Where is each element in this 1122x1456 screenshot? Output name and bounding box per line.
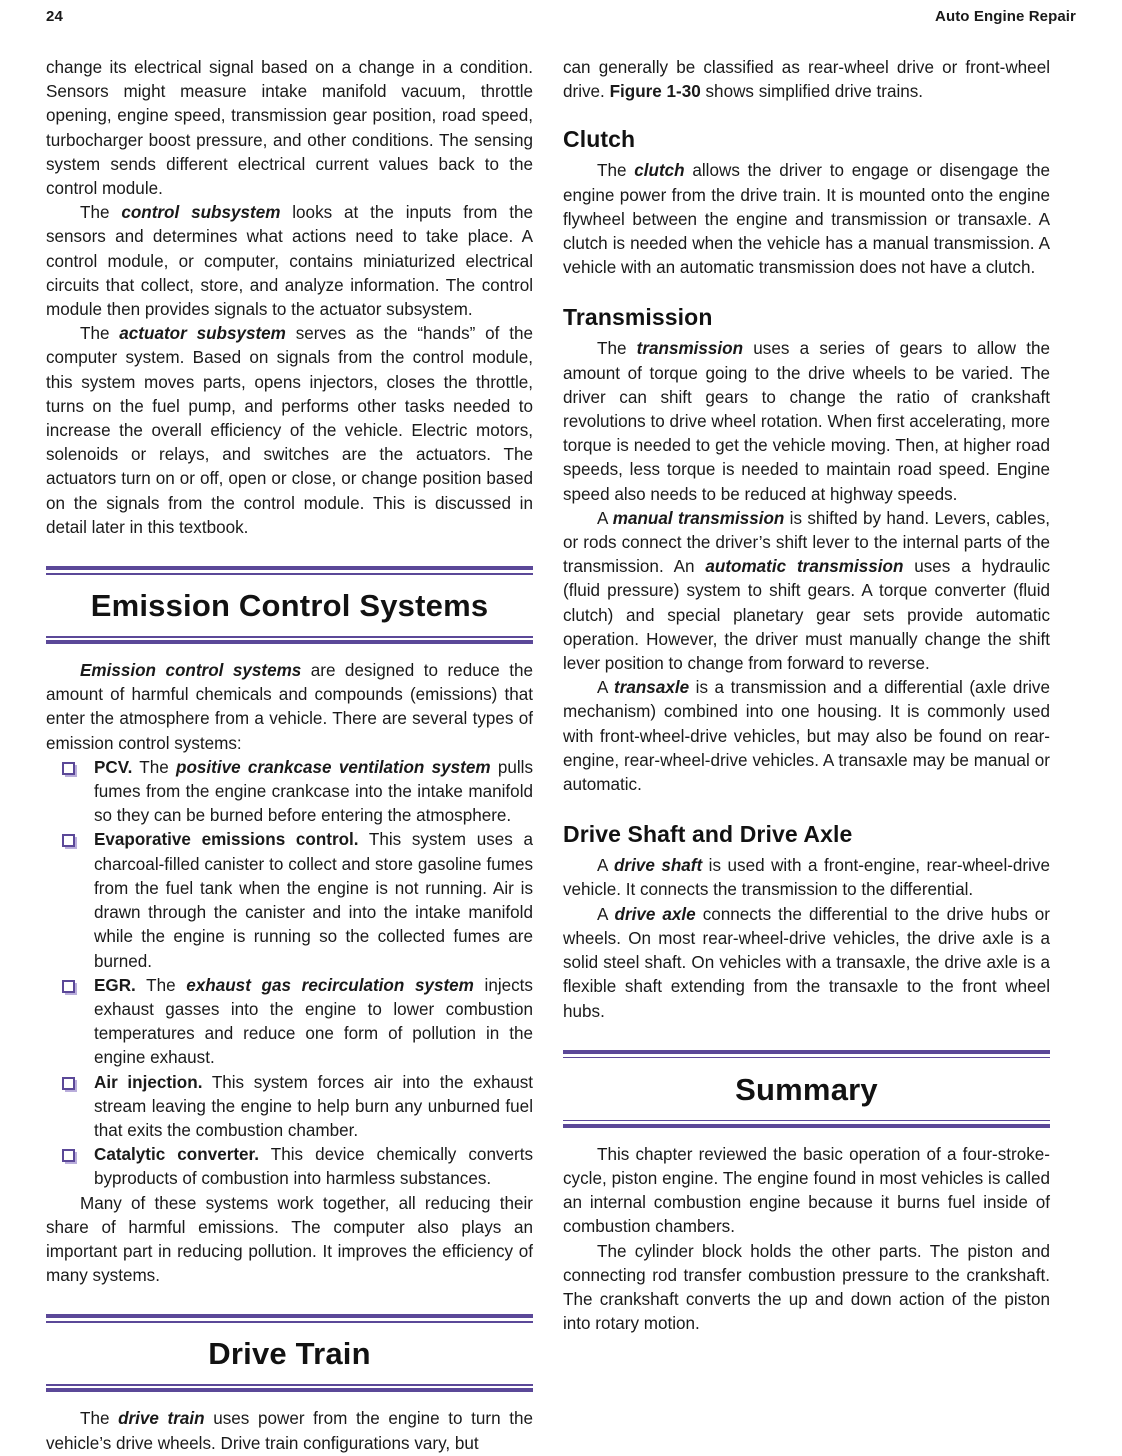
paragraph-manual-transmission [563, 507, 1050, 676]
paragraph-drive-train-continued [563, 56, 1050, 104]
heading-text: Drive Train [208, 1336, 371, 1372]
subheading-clutch: Clutch [563, 126, 636, 153]
paragraph-transaxle [563, 676, 1050, 797]
paragraph-drive-axle [563, 903, 1050, 1024]
paragraph-summary-2: The cylinder block holds the other parts. The piston and connecting rod transfer combustion pressure to the crankshaft. The crankshaft converts the up and down action of the piston into rotary motion. [563, 1241, 1050, 1334]
para-lead: A [597, 904, 615, 924]
bullet-term: positive crankcase ventilation system [176, 757, 491, 777]
para-mid: is shifted by hand. Levers, cables, or rods connect the driver’s shift lever to the internal parts of the transmission. An [563, 508, 1050, 577]
bullet-label: Catalytic converter. [94, 1145, 260, 1165]
paragraph-transmission [563, 337, 1050, 506]
bullet-label: Air injection. [94, 1072, 203, 1092]
checkbox-square-icon [62, 1077, 75, 1090]
heading-text: Emission Control Systems [90, 588, 489, 624]
checkbox-square-icon [62, 834, 75, 847]
heading-text: Summary [735, 1071, 878, 1107]
para-rest: is a transmission and a differential (axle drive mechanism) combined into one housing. It is commonly used with front-wheel-drive vehicles, but may also be found on rear-engine, rear-wheel-drive vehicles. A transaxle may be manual or automatic. [563, 678, 1050, 795]
term-clutch: clutch [634, 161, 685, 181]
bullet-rest: pulls fumes from the engine crankcase into the intake manifold so they can be burned before entering the atmosphere. [94, 757, 533, 826]
term-automatic-transmission: automatic transmission [705, 557, 904, 577]
bullet-label: EGR. [94, 975, 136, 995]
section-heading-summary [563, 1050, 1050, 1129]
heading-rule-top [46, 566, 533, 576]
bullet-label: PCV. [94, 757, 133, 777]
subheading-drive-shaft-and-drive-axle: Drive Shaft and Drive Axle [563, 821, 853, 848]
paragraph-actuator-subsystem [46, 322, 533, 540]
checkbox-square-icon [62, 980, 75, 993]
section-heading-drive-train [46, 1314, 533, 1393]
heading-rule-bottom [563, 1119, 1050, 1129]
para-rest: are designed to reduce the amount of harmful chemicals and compounds (emissions) that enter the atmosphere from a vehicle. There are several types of emission control systems: [46, 661, 533, 753]
term-control-subsystem: control subsystem [121, 203, 281, 223]
book-title: Auto Engine Repair [935, 8, 1076, 25]
checkbox-square-icon [62, 1149, 75, 1162]
term-actuator-subsystem: actuator subsystem [119, 324, 286, 344]
list-item [46, 828, 533, 973]
term-transaxle: transaxle [614, 678, 690, 698]
running-head [46, 8, 1076, 25]
para-lead: The [80, 203, 122, 223]
para-lead: The [80, 324, 120, 344]
para-lead: A [597, 678, 615, 698]
bullet-rest: injects exhaust gasses into the engine to lower combustion temperatures and reduce one form of pollution in the engine exhaust. [94, 975, 533, 1068]
bullet-term: exhaust gas recirculation system [186, 975, 474, 995]
para-rest: looks at the inputs from the sensors and determines what actions need to take place. A control module, or computer, contains miniaturized electrical circuits that collect, store, and analyze information. The control module then provides signals to the actuator subsystem. [46, 203, 533, 320]
bullet-rest: This system forces air into the exhaust stream leaving the engine to help burn any unburned fuel that exits the combustion chamber. [94, 1072, 533, 1140]
list-item [46, 1143, 533, 1191]
para-rest: uses a series of gears to allow the amount of torque going to the drive wheels to be varied. The driver can shift gears to change the ratio of crankshaft revolutions to drive wheel rotation. When first accelerating, more torque is needed to get the vehicle moving. Then, at higher road speeds, less torque is needed to maintain road speed. Engine speed also needs to be reduced at highway speeds. [563, 339, 1050, 504]
paragraph-many-systems: Many of these systems work together, all reducing their share of harmful emissions. The computer also plays an important part in reducing pollution. It improves the efficiency of many systems. [46, 1193, 533, 1286]
bullet-rest: This system uses a charcoal-filled canister to collect and store gasoline fumes from the fuel tank when the engine is not running. Air is drawn through the canister and into the intake manifold while the engine is running so the collected fumes are burned. [94, 830, 533, 971]
bullet-rest: This device chemically converts byproducts of combustion into harmless substances. [94, 1145, 533, 1189]
term-drive-shaft: drive shaft [613, 856, 703, 876]
bullet-lead: The [135, 975, 187, 995]
para-rest: uses a hydraulic (fluid pressure) system to shift gears. A torque converter (fluid clutch) and special planetary gear sets provide automatic operation. However, the driver must manually change the shift lever position to change from forward to reverse. [563, 557, 1050, 674]
term-drive-train: drive train [118, 1409, 205, 1429]
para-rest: uses power from the engine to turn the vehicle’s drive wheels. Drive train configurations vary, but [46, 1409, 533, 1453]
heading-rule-bottom [46, 1383, 533, 1393]
para-lead: A [597, 508, 613, 528]
paragraph-summary-1: This chapter reviewed the basic operation of a four-stroke-cycle, piston engine. The engine found in most vehicles is called an internal combustion engine because it burns fuel inside of combustion chambers. [563, 1144, 1050, 1237]
paragraph-drive-shaft [563, 854, 1050, 902]
paragraph-control-subsystem [46, 201, 533, 322]
paragraph-drive-train [46, 1407, 533, 1455]
para-rest: allows the driver to engage or disengage the engine power from the drive train. It is mounted onto the engine flywheel between the engine and transmission or transaxle. A clutch is needed when the vehicle has a manual transmission. A vehicle with an automatic transmission does not have a clutch. [563, 161, 1050, 278]
subheading-transmission: Transmission [563, 304, 713, 331]
paragraph-clutch [563, 159, 1050, 280]
para-rest: is used with a front-engine, rear-wheel-drive vehicle. It connects the transmission to the differential. [563, 856, 1050, 900]
bullet-label: Evaporative emissions control. [94, 830, 359, 850]
para-rest: serves as the “hands” of the computer system. Based on signals from the control module, this system moves parts, opens injectors, closes the throttle, turns on the fuel pump, and performs other tasks needed to increase the overall efficiency of the vehicle. Electric motors, solenoids or relays, and switches are the actuators. The actuators turn on or off, open or close, or change position based on the signals from the control module. This is discussed in detail later in this textbook. [46, 324, 533, 537]
figure-reference: Figure 1-30 [609, 82, 701, 102]
para-lead: can generally be classified as rear-wheel drive or front-wheel drive. [563, 58, 1050, 102]
section-heading-emission-control-systems [46, 566, 533, 645]
para-lead: The [80, 1409, 119, 1429]
list-item [46, 974, 533, 1071]
heading-rule-top [46, 1314, 533, 1324]
para-lead: A [597, 856, 614, 876]
list-item [46, 1071, 533, 1144]
checkbox-square-icon [62, 762, 75, 775]
para-lead: The [597, 339, 637, 359]
heading-rule-top [563, 1050, 1050, 1060]
para-rest: connects the differential to the drive hubs or wheels. On most rear-wheel-drive vehicles, the drive axle is a solid steel shaft. On vehicles with a transaxle, the drive axle is a flexible shaft extending from the transaxle to the front wheel hubs. [563, 904, 1051, 1021]
term-manual-transmission: manual transmission [612, 508, 785, 528]
left-column [46, 56, 533, 1453]
page-number: 24 [46, 8, 63, 25]
para-lead: The [597, 161, 635, 181]
paragraph-emission-intro [46, 659, 533, 756]
term-emission-control-systems: Emission control systems [80, 661, 302, 681]
term-drive-axle: drive axle [614, 904, 696, 924]
paragraph-sensing-continued: change its electrical signal based on a change in a condition. Sensors might measure intake manifold vacuum, throttle opening, engine speed, transmission gear position, road speed, turbocharger boost pressure, and other conditions. The sensing system sends different electrical current values back to the control module. [46, 58, 533, 199]
heading-rule-bottom [46, 635, 533, 645]
right-column [563, 56, 1050, 1416]
two-column-body [46, 56, 1076, 1453]
list-item [46, 756, 533, 829]
term-transmission: transmission [636, 339, 744, 359]
bullet-lead: The [132, 757, 177, 777]
para-rest: shows simplified drive trains. [700, 82, 924, 102]
emission-systems-list [46, 756, 533, 1192]
